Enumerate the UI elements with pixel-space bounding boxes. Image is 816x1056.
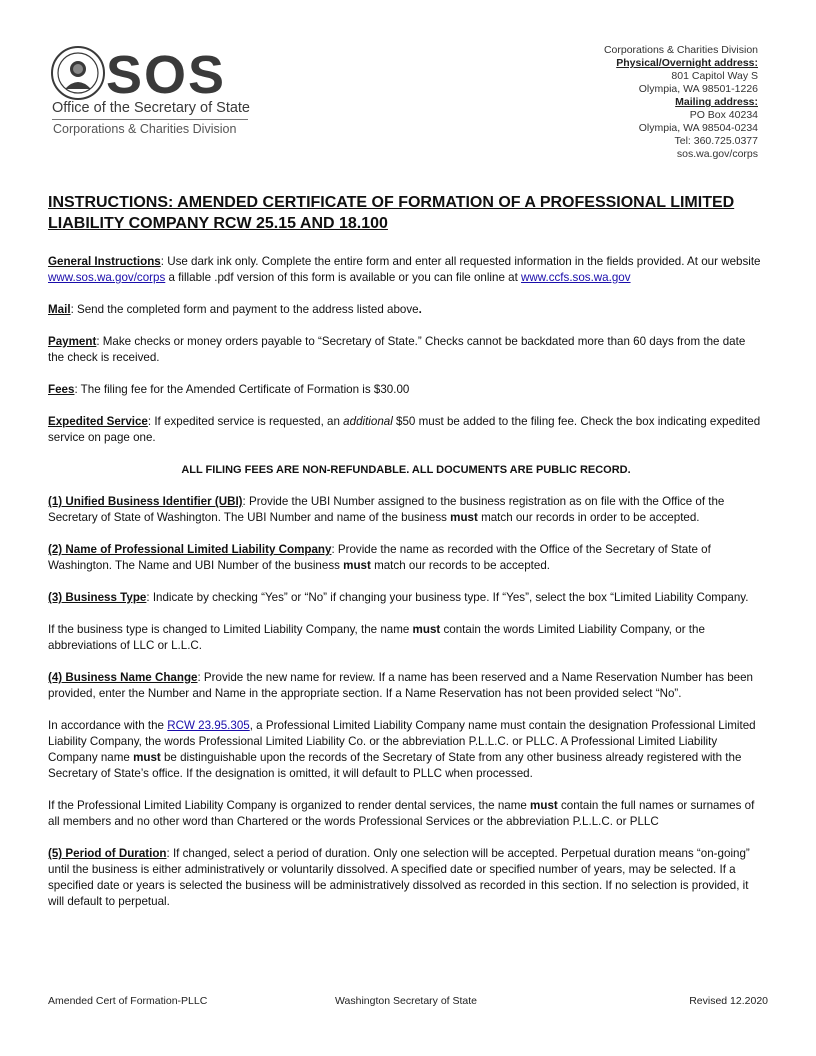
rcw-must: must <box>133 751 161 764</box>
mailing-address-line2: Olympia, WA 98504-0234 <box>638 122 758 134</box>
name-change-label: (4) Business Name Change <box>48 671 198 684</box>
division-name: Corporations & Charities Division <box>53 122 237 136</box>
business-type-section <box>48 590 764 606</box>
physical-address-line1: 801 Capitol Way S <box>671 70 758 82</box>
expedited-text2: $50 must be added to the filing fee. Check the box indicating expedited service on page one. <box>48 415 761 444</box>
dental-must: must <box>530 799 558 812</box>
dental-text2: contain the full names or surnames of all members and no other word than Chartered or the words Professional Services or the abbreviation P.L.L.C. or PLLC <box>48 799 755 828</box>
name-text1: : Provide the name as recorded with the Office of the Secretary of State of Washington. The Name and UBI Number of the business <box>48 543 711 572</box>
general-text1: : Use dark ink only. Complete the entire form and enter all requested information in the fields provided. At our website <box>160 255 761 268</box>
fees-section <box>48 382 764 398</box>
expedited-italic: additional <box>343 415 393 428</box>
sos-corps-link[interactable]: www.sos.wa.gov/corps <box>48 271 166 284</box>
name-must: must <box>343 559 371 572</box>
ubi-text2: match our records in order to be accepted. <box>477 511 700 524</box>
address-division: Corporations & Charities Division <box>603 44 758 56</box>
ubi-text1: : Provide the UBI Number assigned to the business registration as on file with the Office of the Secretary of State of Washington. The UBI Number and name of the business <box>48 495 725 524</box>
office-name: Office of the Secretary of State <box>52 100 251 116</box>
general-label: General Instructions <box>48 255 161 268</box>
mail-label: Mail <box>48 303 71 316</box>
expedited-label: Expedited Service <box>48 415 148 428</box>
type-note-text2: contain the words Limited Liability Company, or the abbreviations of LLC or L.L.C. <box>48 623 705 652</box>
expedited-section <box>48 414 764 446</box>
dental-section <box>48 798 764 830</box>
duration-label: (5) Period of Duration <box>48 847 167 860</box>
general-text2: a fillable .pdf version of this form is available or you can file online at <box>165 271 522 284</box>
business-type-label: (3) Business Type <box>48 591 147 604</box>
website: sos.wa.gov/corps <box>676 148 758 160</box>
footer-revision: Revised 12.2020 <box>689 995 768 1007</box>
logo-divider <box>52 119 248 120</box>
rcw-text3: be distinguishable upon the records of the Secretary of State from any other business already registered with the Secretary of State’s office. If the designation is omitted, it will default to PLLC when processed. <box>48 751 742 780</box>
name-section <box>48 542 764 574</box>
sos-logo <box>50 45 260 140</box>
rcw-section <box>48 718 764 782</box>
mail-text: : Send the completed form and payment to the address listed above <box>70 303 419 316</box>
business-type-note <box>48 622 764 654</box>
public-record-notice: ALL FILING FEES ARE NON-REFUNDABLE. ALL DOCUMENTS ARE PUBLIC RECORD. <box>181 464 631 476</box>
name-label: (2) Name of Professional Limited Liability Company <box>48 543 332 556</box>
mail-end: . <box>418 303 422 316</box>
ubi-section <box>48 494 764 526</box>
payment-section <box>48 334 764 366</box>
general-instructions <box>48 254 764 286</box>
name-change-section <box>48 670 764 702</box>
expedited-text1: : If expedited service is requested, an <box>147 415 344 428</box>
rcw-text2: , a Professional Limited Liability Company name must contain the designation Professional Limited Liability Company, the words Professional Limited Liability Co. or the abbreviation P.L.L.C. or PLLC. A Professional Limited Liability Company name <box>48 719 756 764</box>
sos-logo-letters: SOS <box>106 45 227 105</box>
name-change-text: : Provide the new name for review. If a name has been reserved and a Name Reservation Number has been provided, enter the Number and Name in the appropriate section. If a Name Reservation has not been provided select “No”. <box>48 671 753 700</box>
fees-text: : The filing fee for the Amended Certificate of Formation is $30.00 <box>74 383 410 396</box>
ubi-must: must <box>450 511 478 524</box>
name-text2: match our records to be accepted. <box>370 559 551 572</box>
footer-agency: Washington Secretary of State <box>335 995 478 1007</box>
address-block <box>604 44 758 161</box>
type-note-must: must <box>412 623 441 636</box>
duration-text: : If changed, select a period of duration. Only one selection will be accepted. Perpetual duration means “on-going” until the business is either administratively or voluntarily dissolved. A specified date or specified number of years, may be selected. If a specified date or years is selected the business will be administratively dissolved as recorded in this section. If no selection is provided, it will default to perpetual. <box>48 847 750 908</box>
mailing-address-label: Mailing address: <box>675 96 758 108</box>
physical-address-label: Physical/Overnight address: <box>616 57 758 69</box>
page-title: INSTRUCTIONS: AMENDED CERTIFICATE OF FORMATION OF A PROFESSIONAL LIMITED LIABILITY COMPANY RCW 25.15 AND 18.100 <box>48 194 735 232</box>
rcw-text1: In accordance with the <box>48 719 168 732</box>
mailing-address-line1: PO Box 40234 <box>689 109 758 121</box>
physical-address-line2: Olympia, WA 98501-1226 <box>638 83 758 95</box>
business-type-text: : Indicate by checking “Yes” or “No” if changing your business type. If “Yes”, select the box “Limited Liability Company. <box>146 591 749 604</box>
rcw-link[interactable]: RCW 23.95.305 <box>167 719 250 732</box>
payment-label: Payment <box>48 335 97 348</box>
fees-label: Fees <box>48 383 75 396</box>
type-note-text1: If the business type is changed to Limited Liability Company, the name <box>48 623 413 636</box>
instructions-body <box>48 192 764 926</box>
ubi-label: (1) Unified Business Identifier (UBI) <box>48 495 243 508</box>
state-seal-icon <box>50 45 106 101</box>
ccfs-link[interactable]: www.ccfs.sos.wa.gov <box>521 271 631 284</box>
telephone: Tel: 360.725.0377 <box>674 135 758 147</box>
duration-section <box>48 846 764 910</box>
payment-text: : Make checks or money orders payable to “Secretary of State.” Checks cannot be backdated more than 60 days from the date the check is received. <box>48 335 746 364</box>
dental-text1: If the Professional Limited Liability Company is organized to render dental services, the name <box>48 799 531 812</box>
mail-section <box>48 302 764 318</box>
footer-form-name: Amended Cert of Formation-PLLC <box>48 995 208 1007</box>
